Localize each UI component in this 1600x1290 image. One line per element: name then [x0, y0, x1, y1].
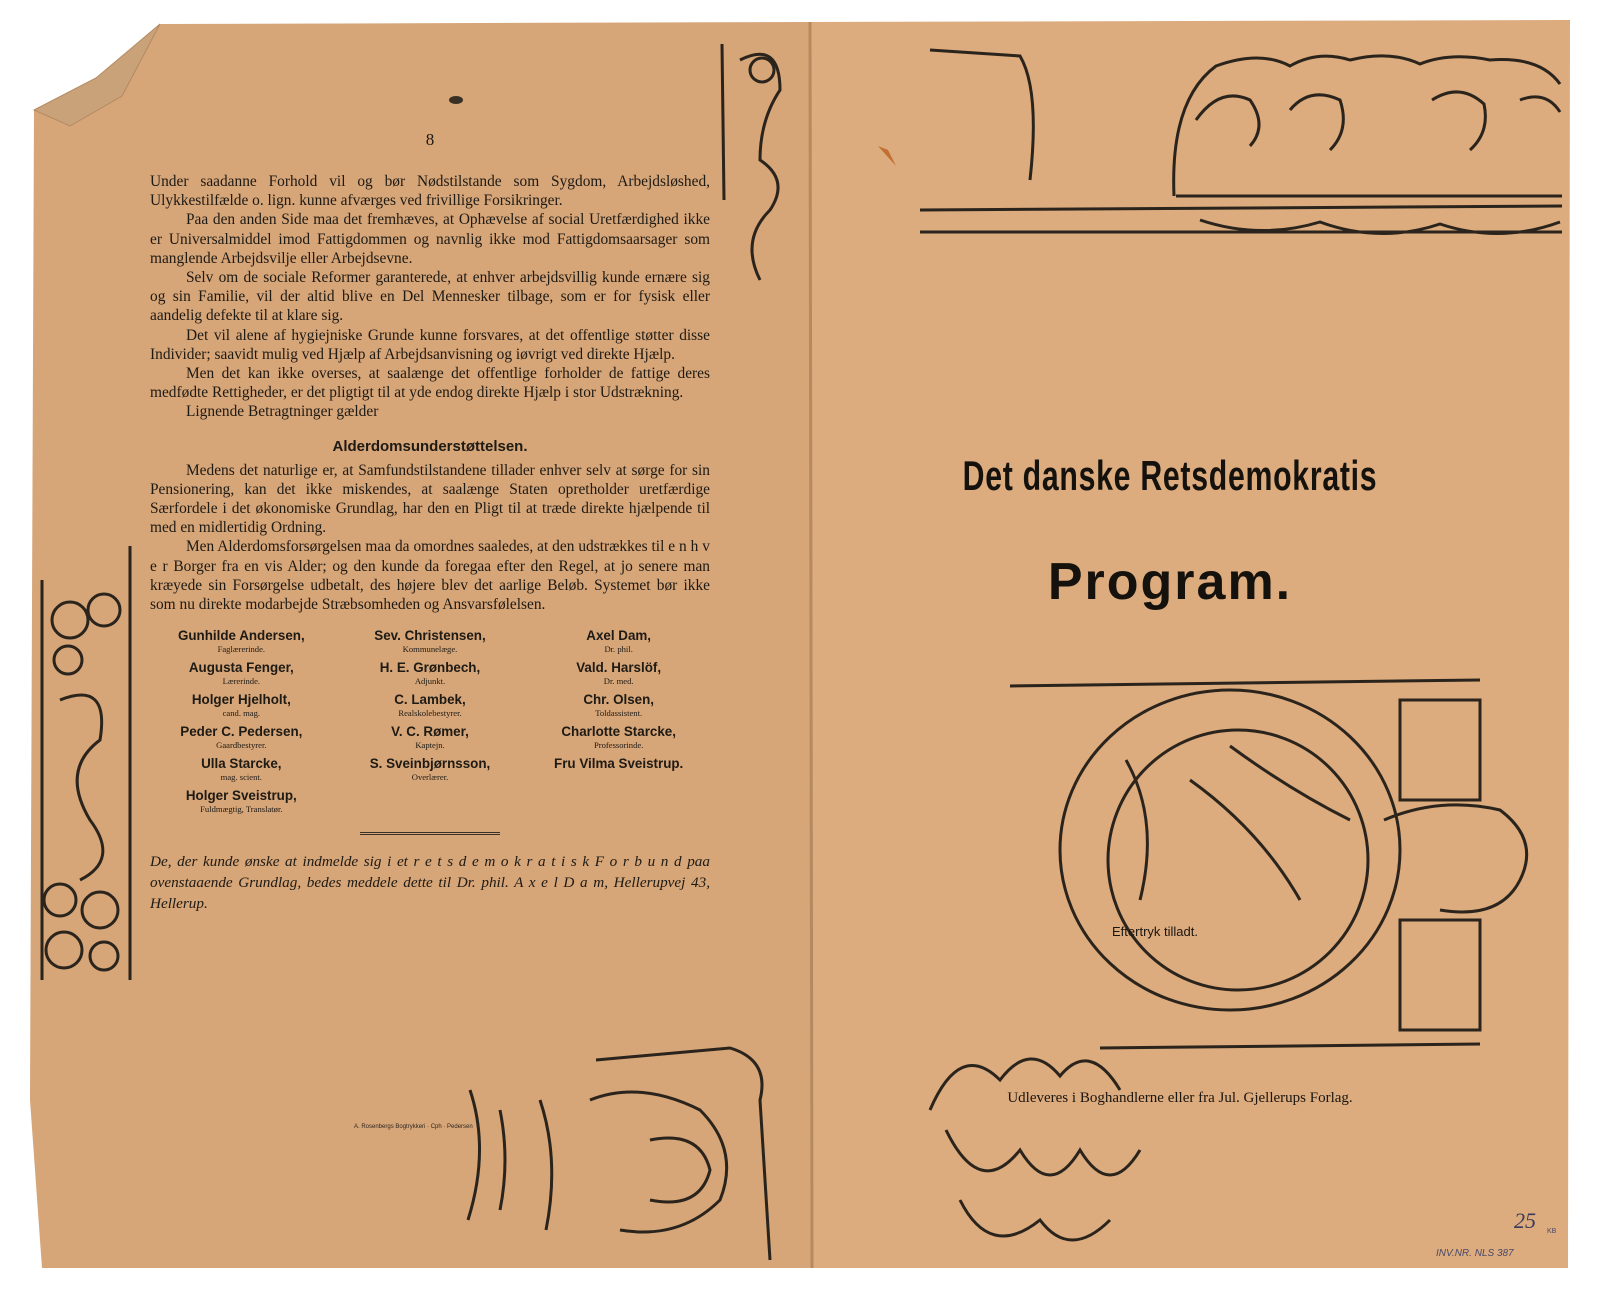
signatory-title: Dr. med. — [603, 676, 634, 687]
signatory — [150, 756, 333, 782]
paragraph: Men det kan ikke overses, at saalænge det offentlige forholder de fattige deres medfødte Rettigheder, er det pligtigt til at yde endog direkte Hjælp i stor Udstrækning. — [150, 365, 710, 402]
signatory-name: Sev. Christensen, — [374, 628, 486, 644]
signatory — [527, 660, 710, 686]
signatory — [150, 788, 333, 814]
signatory-title: mag. scient. — [220, 772, 262, 783]
signatory-title: Fuldmægtig, Translatør. — [200, 804, 283, 815]
ink-spot — [449, 96, 463, 104]
signatory — [150, 724, 333, 750]
signatory-title: Dr. phil. — [604, 644, 633, 655]
paragraph: Paa den anden Side maa det fremhæves, at Ophævelse af social Uretfærdighed ikke er Universalmiddel imod Fattigdommen og navnlig ikke mod Fattigdomsaarsager som manglende Arbejdsvilje eller Arbejdsevne. — [150, 211, 710, 267]
paragraph: Selv om de sociale Reformer garanterede, at enhver arbejdsvillig kunde ernære sig og sin Familie, vil der altid blive en Del Mennesker tilbage, som er for fysisk eller aandelig defekte til at klare sig. — [150, 269, 710, 325]
signatory-title: Faglærerinde. — [217, 644, 266, 655]
signatory-name: Fru Vilma Sveistrup. — [554, 756, 684, 772]
archive-number: 25 — [1514, 1208, 1536, 1233]
signatory-name: Holger Sveistrup, — [185, 788, 297, 804]
paragraph: Lignende Betragtninger gælder — [186, 403, 379, 421]
left-page-content — [150, 130, 710, 914]
signatory-name: Vald. Harslöf, — [576, 660, 662, 676]
signatory — [339, 692, 522, 718]
inventory-mark: INV.NR. NLS 387 — [1436, 1248, 1514, 1259]
signatory-title: Realskolebestyrer. — [398, 708, 462, 719]
spine-fold — [810, 22, 812, 1268]
distribution-note: Udleveres i Boghandlerne eller fra Jul. Gjellerups Forlag. — [1007, 1090, 1353, 1106]
paragraph: Men Alderdomsforsørgelsen maa da omordnes saaledes, at den udstrækkes til e n h v e r Borger fra en vis Alder; og den kunde da foregaa efter den Regel, at jo senere man kræyede sin Forsørgelse udbetalt, des højere blev det aarlige Beløb. Systemet bør ikke som nu direkte modarbejde Stræbsomheden og Ansvarsfølelsen. — [150, 538, 710, 614]
signatory-title: Toldassistent. — [595, 708, 643, 719]
signatory-title: cand. mag. — [222, 708, 261, 719]
signatory-name: Ulla Starcke, — [201, 756, 282, 772]
reprint-note: Eftertryk tilladt. — [1112, 924, 1198, 939]
signatory — [339, 756, 522, 782]
signatory-name: Holger Hjelholt, — [191, 692, 291, 708]
signatory-title: Gaardbestyrer. — [216, 740, 267, 751]
signatory — [527, 756, 710, 782]
section-body-text — [150, 461, 710, 615]
signatory — [339, 628, 522, 654]
signatory-title: Professorinde. — [593, 740, 644, 751]
printer-credit: A. Rosenbergs Bogtrykkeri · Cph · Pedersen — [354, 1124, 473, 1130]
signatory — [339, 724, 522, 750]
signatory — [150, 692, 333, 718]
signatory-name: Augusta Fenger, — [188, 660, 294, 676]
signatory-name: Peder C. Pedersen, — [180, 724, 303, 740]
signatory-title: Overlærer. — [411, 772, 449, 783]
signatory — [150, 660, 333, 686]
membership-note: De, der kunde ønske at indmelde sig i et r e t s d e m o k r a t i s k F o r b u n d paa ovenstaaende Grundlag, bedes meddele dette til Dr. phil. A x e l D a m, Hellerupvej 43, Hellerup. — [150, 853, 710, 913]
body-text — [150, 172, 710, 422]
signatory-name: Charlotte Starcke, — [561, 724, 676, 740]
signatory-list — [150, 628, 710, 814]
signatory-title: Adjunkt. — [414, 676, 446, 687]
signatory — [150, 628, 333, 654]
signatory-name: V. C. Rømer, — [391, 724, 469, 740]
paragraph: Medens det naturlige er, at Samfundstilstandene tillader enhver selv at sørge for sin Pensionering, kan det ikke miskendes, at saalænge Staten opretholder uretfærdige Særfordele i det økonomiske Grundlag, har den en Pligt til at træde direkte hjælpende til med en midlertidig Ordning. — [150, 461, 710, 537]
signatory — [339, 660, 522, 686]
cover-subtitle: Program. — [1047, 553, 1293, 611]
signatory-name: S. Sveinbjørnsson, — [369, 756, 491, 772]
signatory-name: C. Lambek, — [394, 692, 466, 708]
signatory-title: Kaptejn. — [415, 740, 445, 751]
signatory-name: Axel Dam, — [586, 628, 652, 644]
signatory — [527, 628, 710, 654]
signatory — [527, 692, 710, 718]
library-stamp: KB — [1547, 1228, 1557, 1235]
signatory-title: Kommunelæge. — [402, 644, 458, 655]
cover-title: Det danske Retsdemokratis — [962, 452, 1378, 499]
signatory-name: Gunhilde Andersen, — [177, 628, 305, 644]
signatory-name: H. E. Grønbech, — [379, 660, 481, 676]
page-number: 8 — [425, 130, 435, 149]
section-heading: Alderdomsunderstøttelsen. — [332, 437, 528, 455]
paragraph: Under saadanne Forhold vil og bør Nødstilstande som Sygdom, Arbejdsløshed, Ulykkestilfælde o. lign. kunne afværges ved frivillige Forsikringer. — [150, 173, 710, 210]
signatory-name: Chr. Olsen, — [583, 692, 655, 708]
signatory — [527, 724, 710, 750]
signatory-title: Lærerinde. — [222, 676, 261, 687]
paragraph: Det vil alene af hygiejniske Grunde kunne forsvares, at det offentlige støtter disse Individer; saavidt mulig ved Hjælp af Arbejdsanvisning og iøvrigt ved direkte Hjælp. — [150, 326, 710, 363]
divider-rule — [360, 832, 500, 835]
